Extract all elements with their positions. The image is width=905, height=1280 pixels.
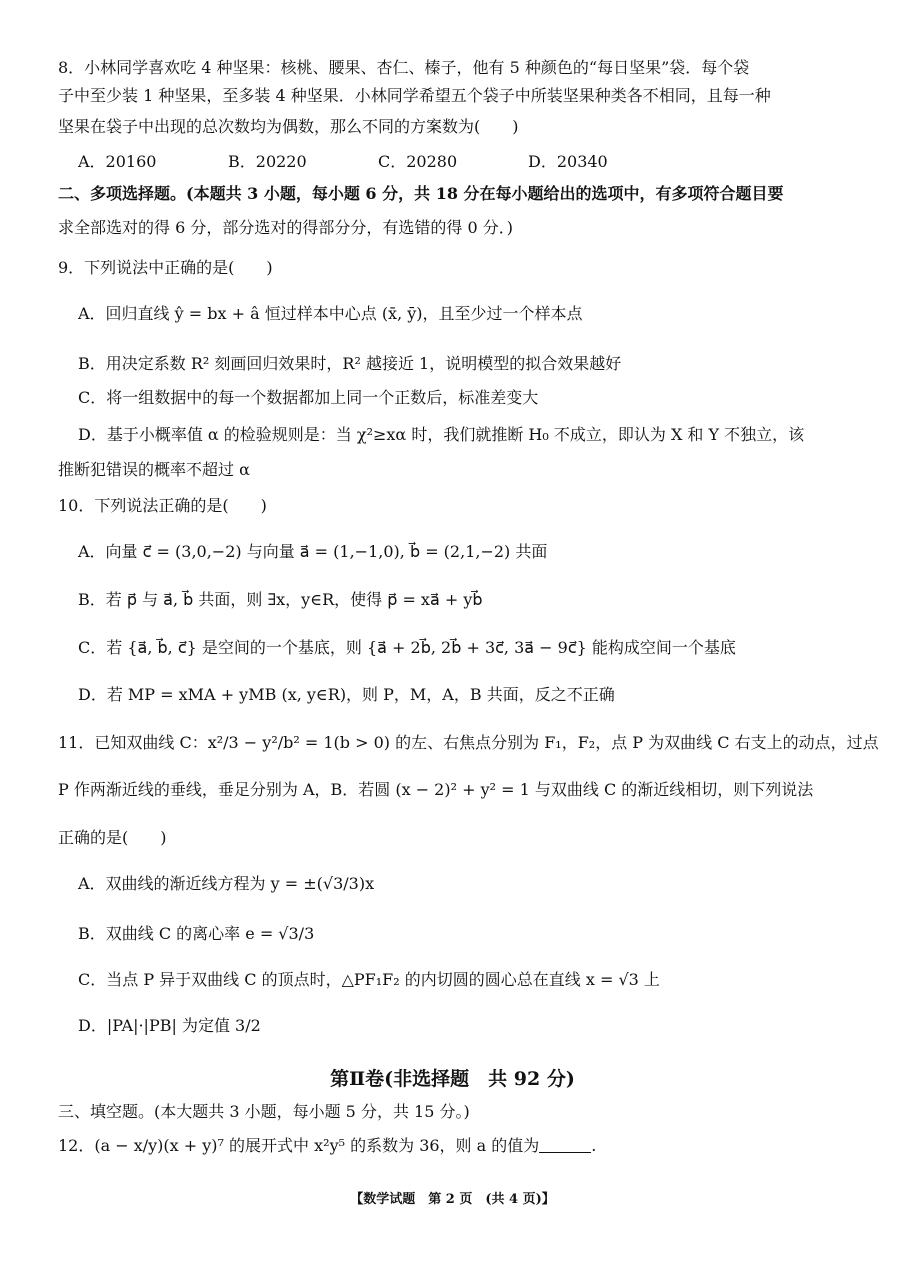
q12-answer-blank bbox=[539, 1138, 591, 1153]
part2-title: 第Ⅱ卷(非选择题 共 92 分) bbox=[330, 1068, 575, 1090]
q12-end: . bbox=[591, 1136, 597, 1155]
section2-line2: 求全部选对的得 6 分，部分选对的得部分分，有选错的得 0 分．) bbox=[58, 218, 513, 237]
q10-option-b: B．若 p⃗ 与 a⃗, b⃗ 共面，则 ∃x，y∈R，使得 p⃗ = xa⃗ + yb⃗ bbox=[78, 590, 483, 609]
q11-option-a: A．双曲线的渐近线方程为 y = ±(√3/3)x bbox=[78, 874, 375, 893]
q9-stem: 9．下列说法中正确的是( ) bbox=[58, 258, 273, 277]
q10-stem: 10．下列说法正确的是( ) bbox=[58, 496, 267, 515]
q11-line3: 正确的是( ) bbox=[58, 828, 167, 847]
q12-line bbox=[58, 1136, 596, 1155]
q10-option-c: C．若 {a⃗, b⃗, c⃗} 是空间的一个基底，则 {a⃗ + 2b⃗, 2b⃗ + 3c⃗, 3a⃗ − 9c⃗} 能构成空间一个基底 bbox=[78, 638, 736, 657]
q11-option-d: D．|PA|·|PB| 为定值 3/2 bbox=[78, 1016, 261, 1035]
q8-options bbox=[78, 152, 678, 171]
q8-option-c: C．20280 bbox=[378, 152, 458, 171]
q12-text: 12．(a − x/y)(x + y)⁷ 的展开式中 x²y⁵ 的系数为 36，则 a 的值为 bbox=[58, 1136, 540, 1155]
q8-line3: 坚果在袋子中出现的总次数均为偶数，那么不同的方案数为( ) bbox=[58, 117, 519, 136]
section2-heading: 二、多项选择题。(本题共 3 小题，每小题 6 分，共 18 分在每小题给出的选项中，有多项符合题目要 bbox=[58, 184, 784, 203]
q9-option-c: C．将一组数据中的每一个数据都加上同一个正数后，标准差变大 bbox=[78, 388, 539, 407]
q8-line2: 子中至少装 1 种坚果，至多装 4 种坚果．小林同学希望五个袋子中所装坚果种类各不相同，且每一种 bbox=[58, 86, 771, 105]
q8-option-a: A．20160 bbox=[78, 152, 157, 171]
q9-option-d-line2: 推断犯错误的概率不超过 α bbox=[58, 460, 250, 479]
q11-line1: 11．已知双曲线 C：x²/3 − y²/b² = 1(b > 0) 的左、右焦点分别为 F₁，F₂，点 P 为双曲线 C 右支上的动点，过点 bbox=[58, 733, 879, 752]
q11-line2: P 作两渐近线的垂线，垂足分别为 A，B．若圆 (x − 2)² + y² = 1 与双曲线 C 的渐近线相切，则下列说法 bbox=[58, 780, 814, 799]
q8-line1: 8．小林同学喜欢吃 4 种坚果：核桃、腰果、杏仁、榛子，他有 5 种颜色的“每日坚果”袋．每个袋 bbox=[58, 58, 750, 77]
q10-option-d: D．若 MP = xMA + yMB (x, y∈R)，则 P，M，A，B 共面，反之不正确 bbox=[78, 685, 615, 704]
q8-option-d: D．20340 bbox=[528, 152, 608, 171]
q8-option-b: B．20220 bbox=[228, 152, 307, 171]
page-footer: 【数学试题 第 2 页 (共 4 页)】 bbox=[350, 1192, 555, 1207]
q9-option-a: A．回归直线 ŷ = bx + â 恒过样本中心点 (x̄, ȳ)，且至少过一个样本点 bbox=[78, 304, 583, 323]
section3-heading: 三、填空题。(本大题共 3 小题，每小题 5 分，共 15 分。) bbox=[58, 1102, 470, 1121]
q9-option-b: B．用决定系数 R² 刻画回归效果时，R² 越接近 1，说明模型的拟合效果越好 bbox=[78, 354, 622, 373]
q10-option-a: A．向量 c⃗ = (3,0,−2) 与向量 a⃗ = (1,−1,0), b⃗ = (2,1,−2) 共面 bbox=[78, 542, 548, 561]
q11-option-c: C．当点 P 异于双曲线 C 的顶点时，△PF₁F₂ 的内切圆的圆心总在直线 x = √3 上 bbox=[78, 970, 660, 989]
q11-option-b: B．双曲线 C 的离心率 e = √3/3 bbox=[78, 924, 315, 943]
q9-option-d-line1: D．基于小概率值 α 的检验规则是：当 χ²≥xα 时，我们就推断 H₀ 不成立，即认为 X 和 Y 不独立，该 bbox=[78, 425, 805, 444]
